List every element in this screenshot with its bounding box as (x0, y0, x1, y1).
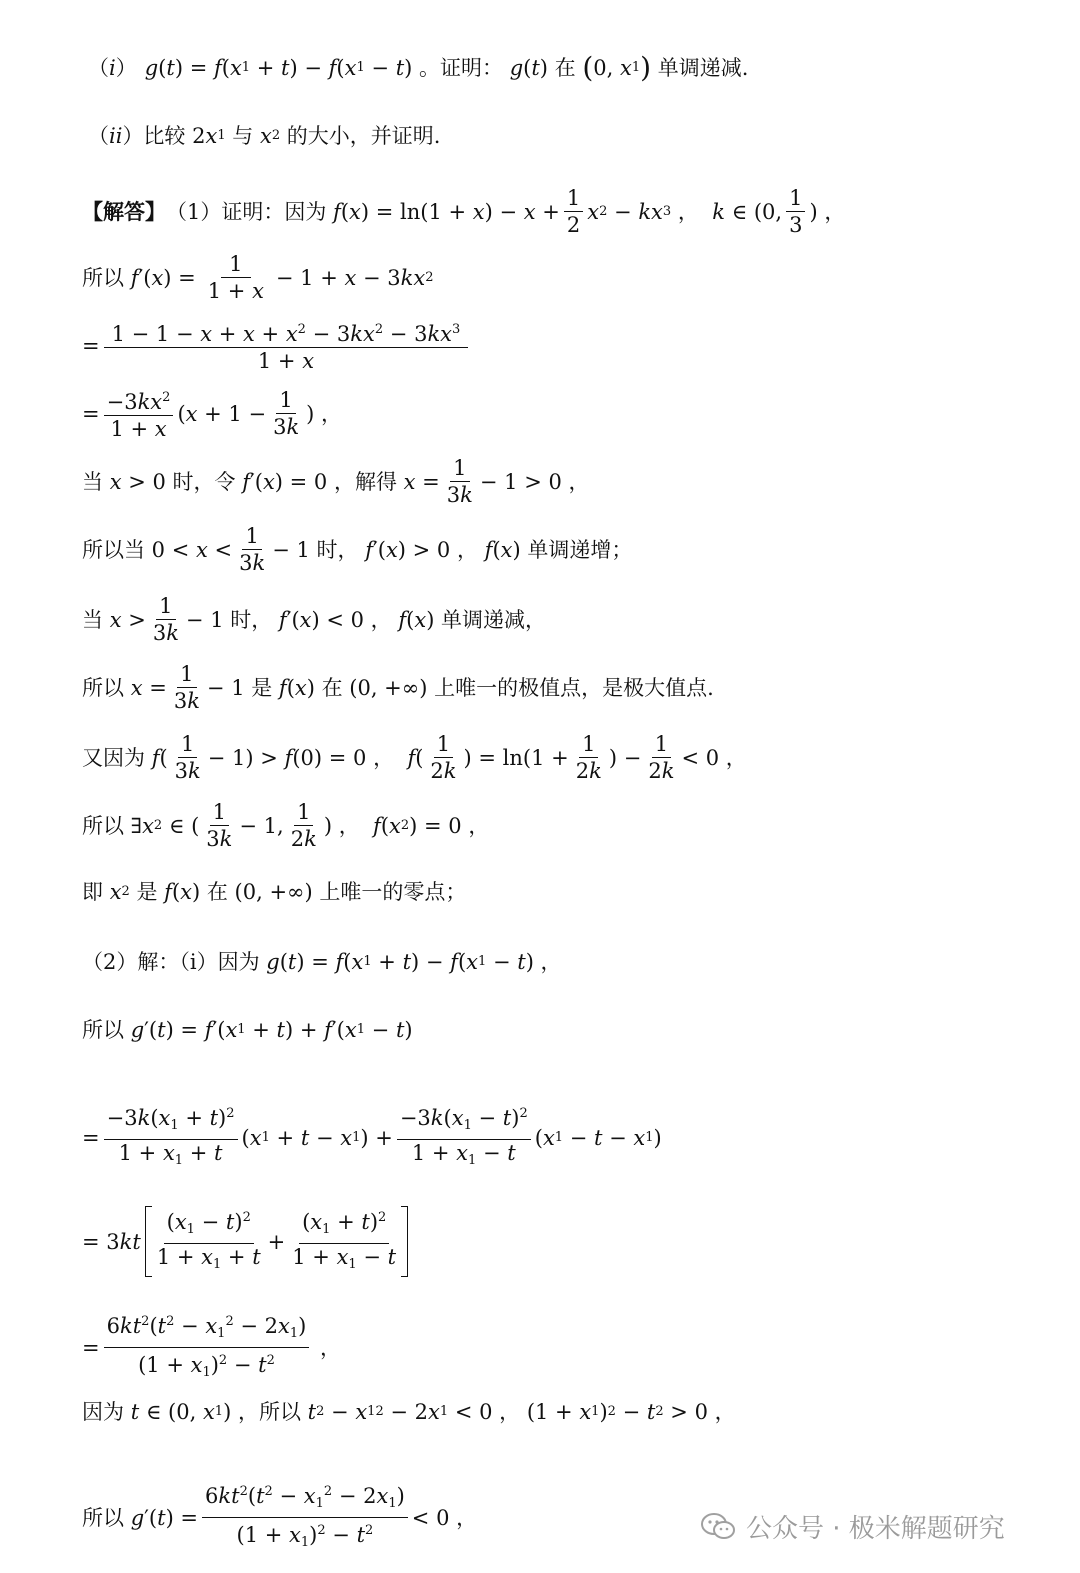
also-because: 又因为 f ( $\frac{1}{3k}$ − 1) > f (0) = 0 ， f ( $\frac{1}{2k}$ ) = ln(1 + $\frac{1}{2k}$ ) − $\frac{1}{2k}$ < 0 ， (82, 732, 747, 783)
wechat-icon (700, 1512, 736, 1542)
question-i: （ i ） g ( t ) = f ( x 1 + t ) − f ( x 1 − t ) 。证明： g ( t ) 在 ( 0, x 1 ) 单调递减. (88, 51, 749, 84)
increasing-interval: 所以当 0 < x < $\frac{1}{3k}$ − 1 时， f ′( x ) > 0 ， f ( x ) 单调递增； (82, 524, 633, 575)
critical-point: 当 x > 0 时，令 f ′( x ) = 0 ，解得 x = $\frac{1}{3k}$ − 1 > 0 ， (82, 456, 590, 507)
part2-intro: （2）解：（i）因为 g ( t ) = f ( x 1 + t ) − f ( x 1 − t ) ， (82, 950, 562, 974)
watermark-text: 公众号 · 极米解题研究 (746, 1514, 1005, 1544)
decreasing-interval: 当 x > $\frac{1}{3k}$ − 1 时， f ′( x ) < 0 ， f ( x ) 单调递减， (82, 594, 547, 645)
question-ii: （ ii ）比较 2 x 1 与 x 2 的大小，并证明. (88, 124, 441, 148)
conclusion: 所以 g ′( t ) = $\frac{6kt^2(t^2 - x_1^2 - 2x_1)}{(1 + x_1)^2 - t^2}$ < 0 ， (82, 1480, 477, 1555)
watermark (700, 1508, 1005, 1545)
max-point: 所以 x = $\frac{1}{3k}$ − 1 是 f ( x ) 在 (0, +∞) 上唯一的极值点，是极大值点. (82, 662, 714, 713)
g-step-3: = $\frac{6kt^2(t^2 - x_1^2 - 2x_1)}{(1 + x_1)^2 - t^2}$ ， (82, 1310, 341, 1385)
g-step-1: = $\frac{-3k(x_1 + t)^2}{1 + x_1 + t}$ ( x 1 + t − x 1 ) + $\frac{-3k(x_1 - t)^2}{1 + x_1 - t}$ ( x 1 − t − x 1 ) (82, 1102, 662, 1173)
g-derivative: 所以 g ′( t ) = f ′( x 1 + t ) + f ′( x 1 − t ) (82, 1018, 413, 1042)
exists-zero: 所以 ∃ x 2 ∈ ( $\frac{1}{3k}$ − 1, $\frac{1}{2k}$ ) ， f ( x 2 ) = 0 ， (82, 800, 490, 851)
derivative-line-1: 所以 f ′( x ) = $\frac{1}{1 + x}$ − 1 + x − 3 kx 2 (82, 252, 434, 303)
sign-analysis: 因为 t ∈ (0, x 1 ) ，所以 t 2 − x 1 2 − 2 x 1 < 0 ， (1 + x 1 ) 2 − t 2 > 0 ， (82, 1400, 736, 1424)
unique-zero: 即 x 2 是 f ( x ) 在 (0, +∞) 上唯一的零点； (82, 880, 467, 904)
derivative-line-2: = $\frac{1 - 1 - x + x + x^2 - 3kx^2 - 3kx^3}{1 + x}$ (82, 318, 472, 373)
g-step-2: = 3 kt $\frac{(x_1 - t)^2}{1 + x_1 + t}$ + $\frac{(x_1 + t)^2}{1 + x_1 - t}$ (82, 1206, 412, 1277)
answer-heading: 【解答】 （1）证明：因为 f ( x ) = ln(1 + x ) − x + $\frac{1}{2}$ x 2 − kx 3 ， k ∈ (0, $\frac{1}{3}$ ) ， (82, 186, 846, 237)
derivative-line-3: = $\frac{-3kx^2}{1 + x}$ ( x + 1 − $\frac{1}{3k}$ ) ， (82, 386, 342, 441)
